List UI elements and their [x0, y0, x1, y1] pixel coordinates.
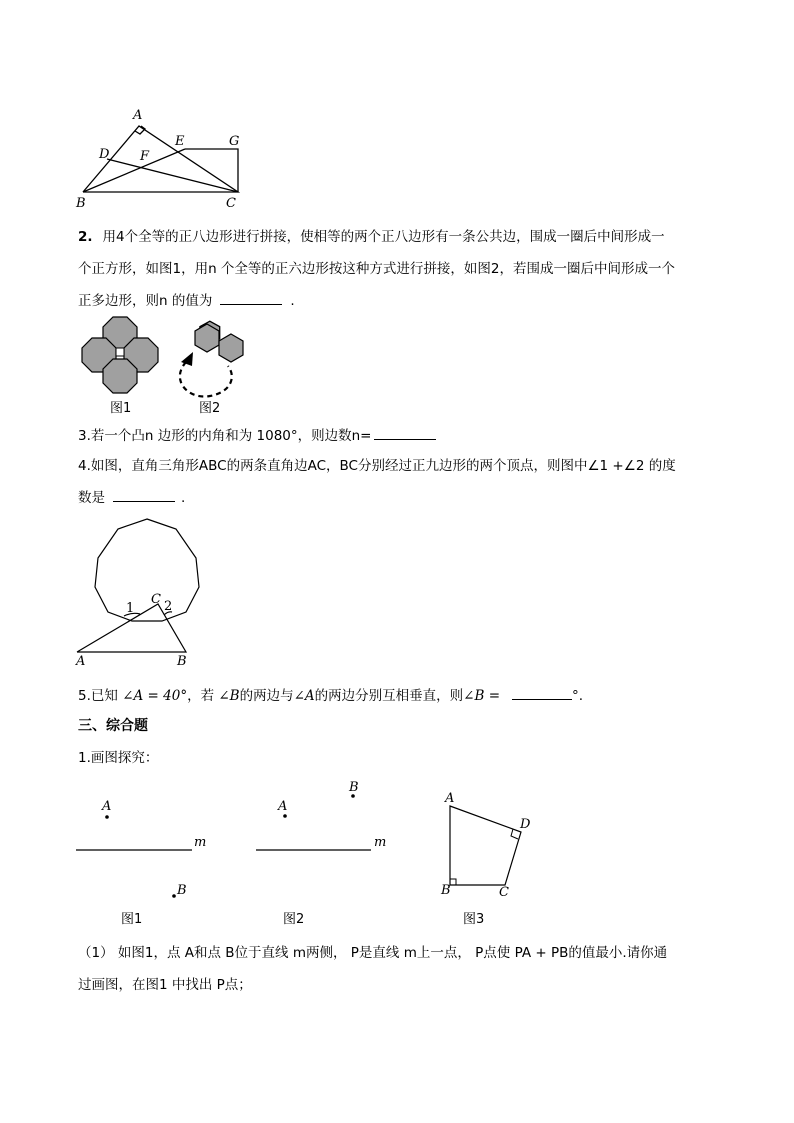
- q3-text: 3.若一个凸n 边形的内角和为 1080°，则边数n=: [78, 428, 372, 444]
- f3-caption: 图3: [463, 912, 485, 927]
- f1-label-A: A: [102, 799, 112, 814]
- fig2-caption: 图2: [199, 401, 221, 416]
- f2-label-A: A: [278, 799, 288, 814]
- f2-label-m: m: [374, 835, 387, 850]
- f2-caption: 图2: [283, 912, 305, 927]
- q2-line2: 个正方形，如图1，用n 个全等的正六边形按这种方式进行拼接，如图2，若围成一圈后中间形成一个: [78, 261, 676, 277]
- q5-angle-a2: ∠A: [293, 688, 315, 704]
- q4-line2-end: .: [181, 490, 186, 506]
- f1-label-m: m: [194, 835, 207, 850]
- label-C: C: [226, 196, 236, 211]
- q2-line3-end: .: [290, 293, 295, 309]
- q5-mid1: ，若: [187, 688, 215, 704]
- p1-title: 1.画图探究：: [78, 750, 159, 766]
- label-E: E: [175, 134, 185, 149]
- f2-label-B: B: [349, 780, 359, 795]
- label-G: G: [229, 134, 240, 149]
- q5-prefix: 5.已知: [78, 688, 118, 704]
- q5-suffix: °.: [572, 688, 584, 704]
- f3-label-C: C: [499, 885, 509, 900]
- q2-line1-text: 用4个全等的正八边形进行拼接，使相等的两个正八边形有一条公共边，围成一圈后中间形成一: [102, 229, 665, 245]
- label-D: D: [99, 147, 110, 162]
- label-two: 2: [164, 599, 173, 614]
- label-B: B: [76, 196, 86, 211]
- label-A: A: [76, 654, 86, 669]
- q5-mid2: 的两边与: [239, 688, 294, 704]
- label-A: A: [133, 108, 143, 123]
- q4-line1: 4.如图，直角三角形ABC的两条直角边AC，BC分别经过正九边形的两个顶点，则图中∠1 +∠2 的度: [78, 458, 676, 474]
- fig1-caption: 图1: [110, 401, 132, 416]
- label-F: F: [140, 149, 150, 164]
- f3-label-B: B: [441, 883, 451, 898]
- q5-mid3: 的两边分别互相垂直，则: [314, 688, 464, 704]
- section-title: 三、综合题: [78, 718, 148, 734]
- p1-q1-line1: （1） 如图1，点 A和点 B位于直线 m两侧， P是直线 m上一点， P点使 PA + PB的值最小.请你通: [78, 945, 668, 961]
- q5-angle-b2: ∠B =: [463, 688, 501, 704]
- q2-line3-text: 正多边形，则n 的值为: [78, 293, 213, 309]
- f3-label-A: A: [445, 791, 455, 806]
- p1-q1-line2: 过画图，在图1 中找出 P点；: [78, 977, 252, 993]
- q2-number: 2.: [78, 229, 93, 245]
- q5-angle-a: ∠A = 40°: [122, 688, 188, 704]
- f1-caption: 图1: [121, 912, 143, 927]
- label-one: 1: [126, 601, 135, 616]
- label-C: C: [151, 592, 161, 607]
- f1-label-B: B: [177, 883, 187, 898]
- q5-angle-b: ∠B: [218, 688, 240, 704]
- q4-line2-text: 数是: [78, 490, 105, 506]
- label-B: B: [177, 654, 187, 669]
- f3-label-D: D: [520, 817, 531, 832]
